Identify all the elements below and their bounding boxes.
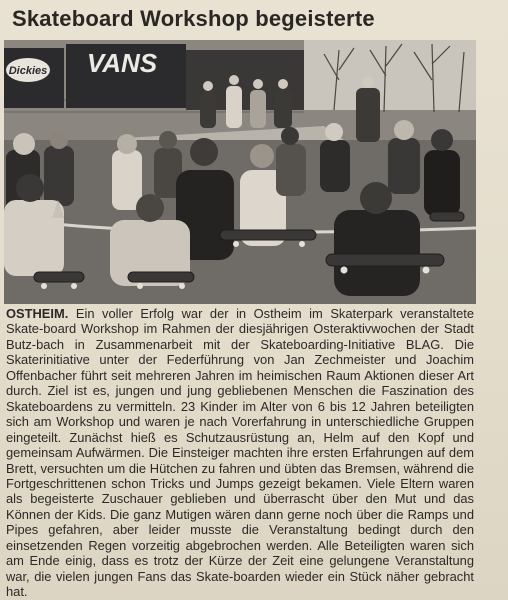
vans-banner [66,44,186,108]
svg-text:Dickies: Dickies [8,65,48,77]
article-photo [4,40,476,304]
dickies-banner [4,48,64,108]
article-text: Ein voller Erfolg war der in Ostheim im Skaterpark veranstaltete Skate-board Workshop im Rahmen der diesjährigen Osteraktivwochen der Stadt Butz-bach in Zusammenarbeit mit der Skateboarding-Initiative BLAG. Die Skaterinitiative unter der Federführung von Jan Zechmeister und Joachim Offenbacher führt seit mehreren Jahren im heimischen Raum Aktionen dieser Art durch. Ziel ist es, jungen und jung gebliebenen Menschen die Faszination des Skateboardens zu vermitteln. 23 Kinder im Alter von 6 bis 12 Jahren beteiligten sich am Workshop und waren je nach Vorerfahrung in unterschiedliche Gruppen eingeteilt. Zunächst hieß es Schutzausrüstung an, Helm auf den Kopf und gemeinsam Aufwärmen. Die Einsteiger machten ihre ersten Erfahrungen auf dem Brett, versuchten um die Hütchen zu fahren und übten das Bremsen, während die Fortgeschrittenen schon Tricks und Jumps gezeigt bekamen. Viele Eltern waren als begeisterte Zuschauer geblieben und überrascht über den Mut und das Können der Kids. Die ganz Mutigen wären dann gerne noch über die Ramps und Pipes gefahren, aber leider musste die Veranstaltung bedingt durch den einsetzenden Regen vorzeitig abgebrochen werden. Alle Beteiligten waren sich am Ende einig, dass es trotz der Kürze der Zeit eine gelungene Veranstaltung war, die vielen jungen Fans das Skate-boarden wieder ein Stück näher gebracht hat. [6,306,474,600]
svg-text:VANS: VANS [86,48,158,78]
article-dateline: OSTHEIM. [6,306,69,321]
article-body [6,306,474,600]
article-headline: Skateboard Workshop begeisterte [12,6,375,31]
